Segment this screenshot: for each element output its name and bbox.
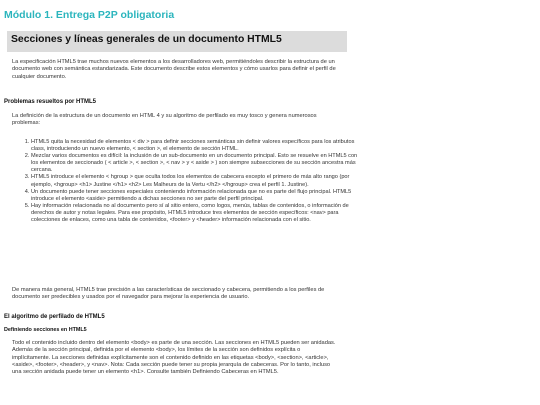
problems-intro-paragraph: La definición de la estructura de un documento en HTML 4 y su algoritmo de perfilado es muy tosco y genera numerosos problemas: [12,113,317,127]
sections-paragraph: Todo el contenido incluido dentro del elemento <body> es parte de una sección. Las secciones en HTML5 pueden ser anidadas. Además de la sección principal, definida por el elemento <body>, los límites de la sección son definidos explícita o implícitamente. La secciones definidas explícitamente son el contenido definido en las etiquetas <body>, <section>, <article>, <aside>, <footer>, <header>, y <nav>. Nota: Cada sección puede tener su propia jerarquía de cabeceras. Por lo tanto, incluso una sección anidada puede tener un elemento <h1>. Consulte también Definiendo Cabeceras en HTML5. [12,340,336,376]
problems-list [23,139,359,224]
list-item: 1. HTML5 quita la necesidad de elementos < div > para definir secciones semánticas sin definir valores específicos para los atributos class, introduciendo un nuevo elemento, < section >, el elemento de sección HTML. [31,139,359,153]
document-title: Secciones y líneas generales de un documento HTML5 [11,34,282,45]
list-item: 3. HTML5 introduce el elemento < hgroup > que oculta todos los elementos de cabecera excepto el primero de más alto rango (por ejemplo, <hgroup> <h1> Justine </h1> <h2> Les Malheurs de la Vertu </h2> </hgroup> crea el perfil 1. Justine). [31,174,359,188]
module-title: Módulo 1. Entrega P2P obligatoria [4,9,175,21]
sections-subheading: Definiendo secciones en HTML5 [4,327,87,333]
list-item: 2. Mezclar varios documentos es difícil: la inclusión de un sub-documento en un documento principal. Esto se resuelve en HTML5 con los elementos de seccionado ( < article >, < section >, < nav > y < aside > ) son siempre subsecciones de su sección ancestra más cercana. [31,153,359,174]
list-item: 5. Hay información relacionada no al documento pero sí al sitio entero, como logos, menús, tablas de contenidos, o información de derechos de autor y notas legales. Para ese propósito, HTML5 introduce tres elementos de sección específicos: <nav> para colecciones de enlaces, como una tabla de contenidos, <footer> y <header> información relacionada con el sitio. [31,203,359,224]
intro-paragraph: La especificación HTML5 trae muchos nuevos elementos a los desarrolladores web, permitiéndoles describir la estructura de un documento web con semántica estandarizada. Este documento describe estos elementos y cómo usarlos para definir el perfil de cualquier documento. [12,59,336,80]
list-item: 4. Un documento puede tener secciones especiales conteniendo información relacionada que no es parte del flujo principal. HTML5 introduce el elemento <aside> permitiendo a dichas secciones no ser parte del perfil principal. [31,189,359,203]
problems-heading: Problemas resueltos por HTML5 [4,99,97,105]
summary-paragraph: De manera más general, HTML5 trae precisión a las características de seccionado y cabecera, permitiendo a los perfiles de documento ser predecibles y usados por el navegador para mejorar la experiencia de usuario. [12,287,325,301]
title-banner [7,31,347,52]
algorithm-heading: El algoritmo de perfilado de HTML5 [4,314,105,320]
